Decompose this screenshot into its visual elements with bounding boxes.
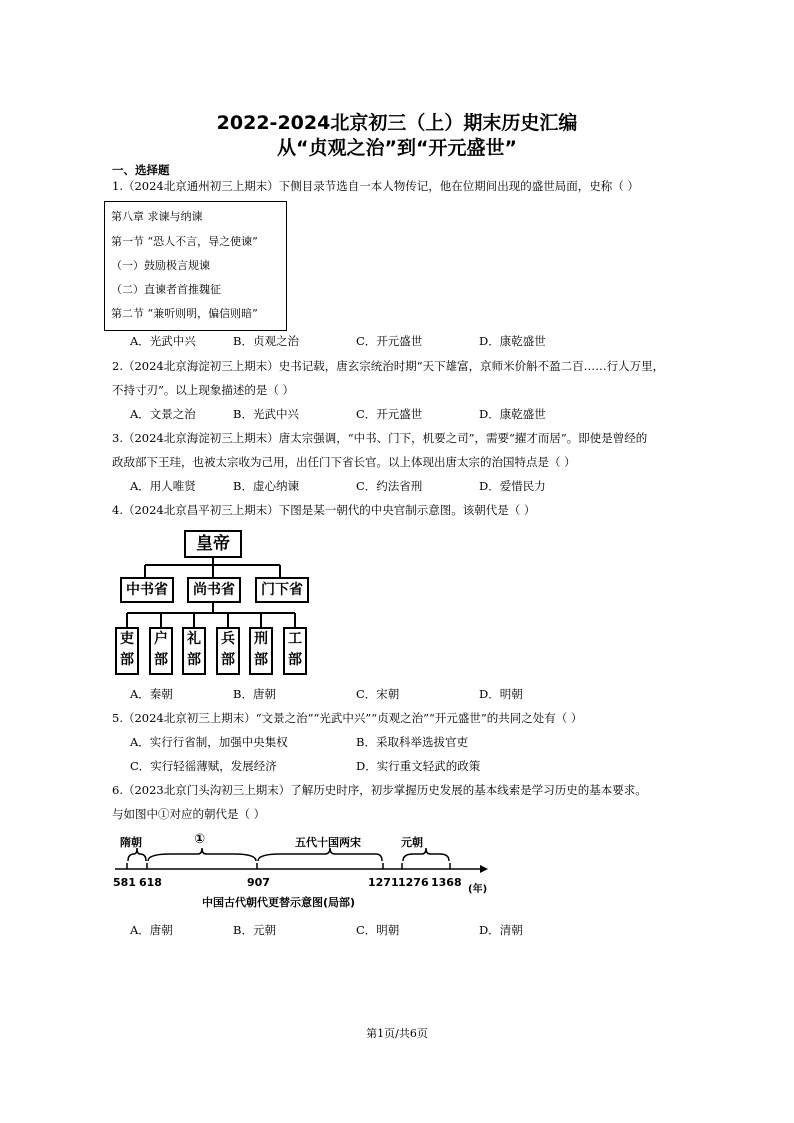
timeline-label-yuan: 元朝 xyxy=(401,836,423,849)
question-3-line1: 3.（2024北京海淀初三上期末）唐太宗强调，“中书、门下，机要之司”，需要“擢才而居”。即使是曾经的 xyxy=(112,431,648,445)
page-number: 第1页/共6页 xyxy=(366,1027,428,1040)
q6-option-b[interactable]: B．元朝 xyxy=(233,923,276,937)
question-6-line2: 与如图中①对应的朝代是（ ） xyxy=(112,807,266,821)
timeline-label-five-dynasties-song: 五代十国两宋 xyxy=(295,836,361,849)
page-subtitle: 从“贞观之治”到“开元盛世” xyxy=(277,137,517,159)
timeline-unit: (年) xyxy=(468,884,488,895)
ministry-box-war xyxy=(216,627,240,675)
q4-option-a[interactable]: A．秦朝 xyxy=(130,687,173,701)
ministry-char: 吏 xyxy=(120,631,134,647)
toc-line: （一）鼓励极言规谏 xyxy=(111,259,210,272)
zhongshu-sheng-box: 中书省 xyxy=(120,577,174,603)
q1-option-b[interactable]: B．贞观之治 xyxy=(233,334,299,348)
timeline-caption: 中国古代朝代更替示意图(局部) xyxy=(202,896,356,909)
q2-option-a[interactable]: A．文景之治 xyxy=(130,407,196,421)
q6-option-a[interactable]: A．唐朝 xyxy=(130,923,173,937)
q3-option-d[interactable]: D．爱惜民力 xyxy=(479,479,546,493)
toc-line: 第八章 求谏与纳谏 xyxy=(111,210,203,223)
q1-table-of-contents-box xyxy=(104,201,287,331)
timeline-year: 1271 xyxy=(368,876,399,889)
ministry-char: 户 xyxy=(154,631,168,647)
ministry-char: 部 xyxy=(221,652,235,668)
q3-option-b[interactable]: B．虚心纳谏 xyxy=(233,479,299,493)
timeline-label-sui: 隋朝 xyxy=(120,836,142,849)
q3-option-c[interactable]: C．约法省刑 xyxy=(356,479,423,493)
q4-option-c[interactable]: C．宋朝 xyxy=(356,687,400,701)
emperor-box: 皇帝 xyxy=(184,530,242,558)
toc-line: （二）直谏者首推魏征 xyxy=(111,283,221,296)
q2-option-c[interactable]: C．开元盛世 xyxy=(356,407,423,421)
question-4-text: 4.（2024北京昌平初三上期末）下图是某一朝代的中央官制示意图。该朝代是（ ） xyxy=(112,503,536,517)
timeline-year: 907 xyxy=(247,876,270,889)
question-5-text: 5.（2024北京初三上期末）“文景之治”“光武中兴”“贞观之治”“开元盛世”的共同之处有（ ） xyxy=(112,711,583,725)
q2-option-b[interactable]: B．光武中兴 xyxy=(233,407,299,421)
q4-option-b[interactable]: B．唐朝 xyxy=(233,687,276,701)
q5-option-c[interactable]: C．实行轻徭薄赋，发展经济 xyxy=(130,759,277,773)
timeline-year: 581 xyxy=(113,876,136,889)
ministry-char: 礼 xyxy=(187,631,201,647)
q3-option-a[interactable]: A．用人唯贤 xyxy=(130,479,196,493)
q5-option-d[interactable]: D．实行重文轻武的政策 xyxy=(356,759,481,773)
section-heading: 一、选择题 xyxy=(112,163,170,177)
question-2-line1: 2.（2024北京海淀初三上期末）史书记载，唐玄宗统治时期“天下雄富，京师米价斛不盈二百……行人万里， xyxy=(112,359,665,373)
timeline-year: 618 xyxy=(139,876,162,889)
question-1-text: 1.（2024北京通州初三上期末）下侧目录节选自一本人物传记，他在位期间出现的盛世局面，史称（ ） xyxy=(112,179,639,193)
ministry-char: 部 xyxy=(254,652,268,668)
dynasty-timeline xyxy=(110,828,495,913)
q2-option-d[interactable]: D．康乾盛世 xyxy=(479,407,546,421)
q5-option-a[interactable]: A．实行行省制，加强中央集权 xyxy=(130,735,288,749)
ministry-char: 工 xyxy=(288,631,302,647)
ministry-char: 兵 xyxy=(221,631,235,647)
q1-option-a[interactable]: A．光武中兴 xyxy=(130,334,196,348)
ministry-char: 部 xyxy=(288,652,302,668)
timeline-label-marker-1: ① xyxy=(194,832,206,847)
menxia-sheng-box: 门下省 xyxy=(255,577,309,603)
central-government-diagram xyxy=(110,525,310,680)
timeline-year: 1276 xyxy=(398,876,429,889)
q5-option-b[interactable]: B．采取科举选拔官吏 xyxy=(356,735,468,749)
q4-option-d[interactable]: D．明朝 xyxy=(479,687,523,701)
q6-option-d[interactable]: D．清朝 xyxy=(479,923,523,937)
toc-line: 第二节 “兼听则明，偏信则暗” xyxy=(111,307,258,320)
ministry-box-justice xyxy=(249,627,273,675)
question-2-line2: 不持寸刃”。以上现象描述的是（ ） xyxy=(112,383,295,397)
ministry-box-works xyxy=(283,627,307,675)
ministry-char: 部 xyxy=(187,652,201,668)
ministry-char: 部 xyxy=(120,652,134,668)
timeline-year: 1368 xyxy=(431,876,462,889)
ministry-box-personnel xyxy=(115,627,139,675)
question-3-line2: 政敌部下王珪，也被太宗收为己用，出任门下省长官。以上体现出唐太宗的治国特点是（ ） xyxy=(112,455,576,469)
question-6-line1: 6.（2023北京门头沟初三上期末）了解历史时序，初步掌握历史发展的基本线索是学习历史的基本要求。 xyxy=(112,783,647,797)
ministry-box-revenue xyxy=(149,627,173,675)
ministry-box-rites xyxy=(182,627,206,675)
ministry-char: 部 xyxy=(154,652,168,668)
toc-line: 第一节 “恐人不言，导之使谏” xyxy=(111,235,258,248)
page-title: 2022-2024北京初三（上）期末历史汇编 xyxy=(216,112,578,134)
q6-option-c[interactable]: C．明朝 xyxy=(356,923,400,937)
ministry-char: 刑 xyxy=(254,631,268,647)
q1-option-d[interactable]: D．康乾盛世 xyxy=(479,334,546,348)
q1-option-c[interactable]: C．开元盛世 xyxy=(356,334,423,348)
shangshu-sheng-box: 尚书省 xyxy=(187,577,241,603)
